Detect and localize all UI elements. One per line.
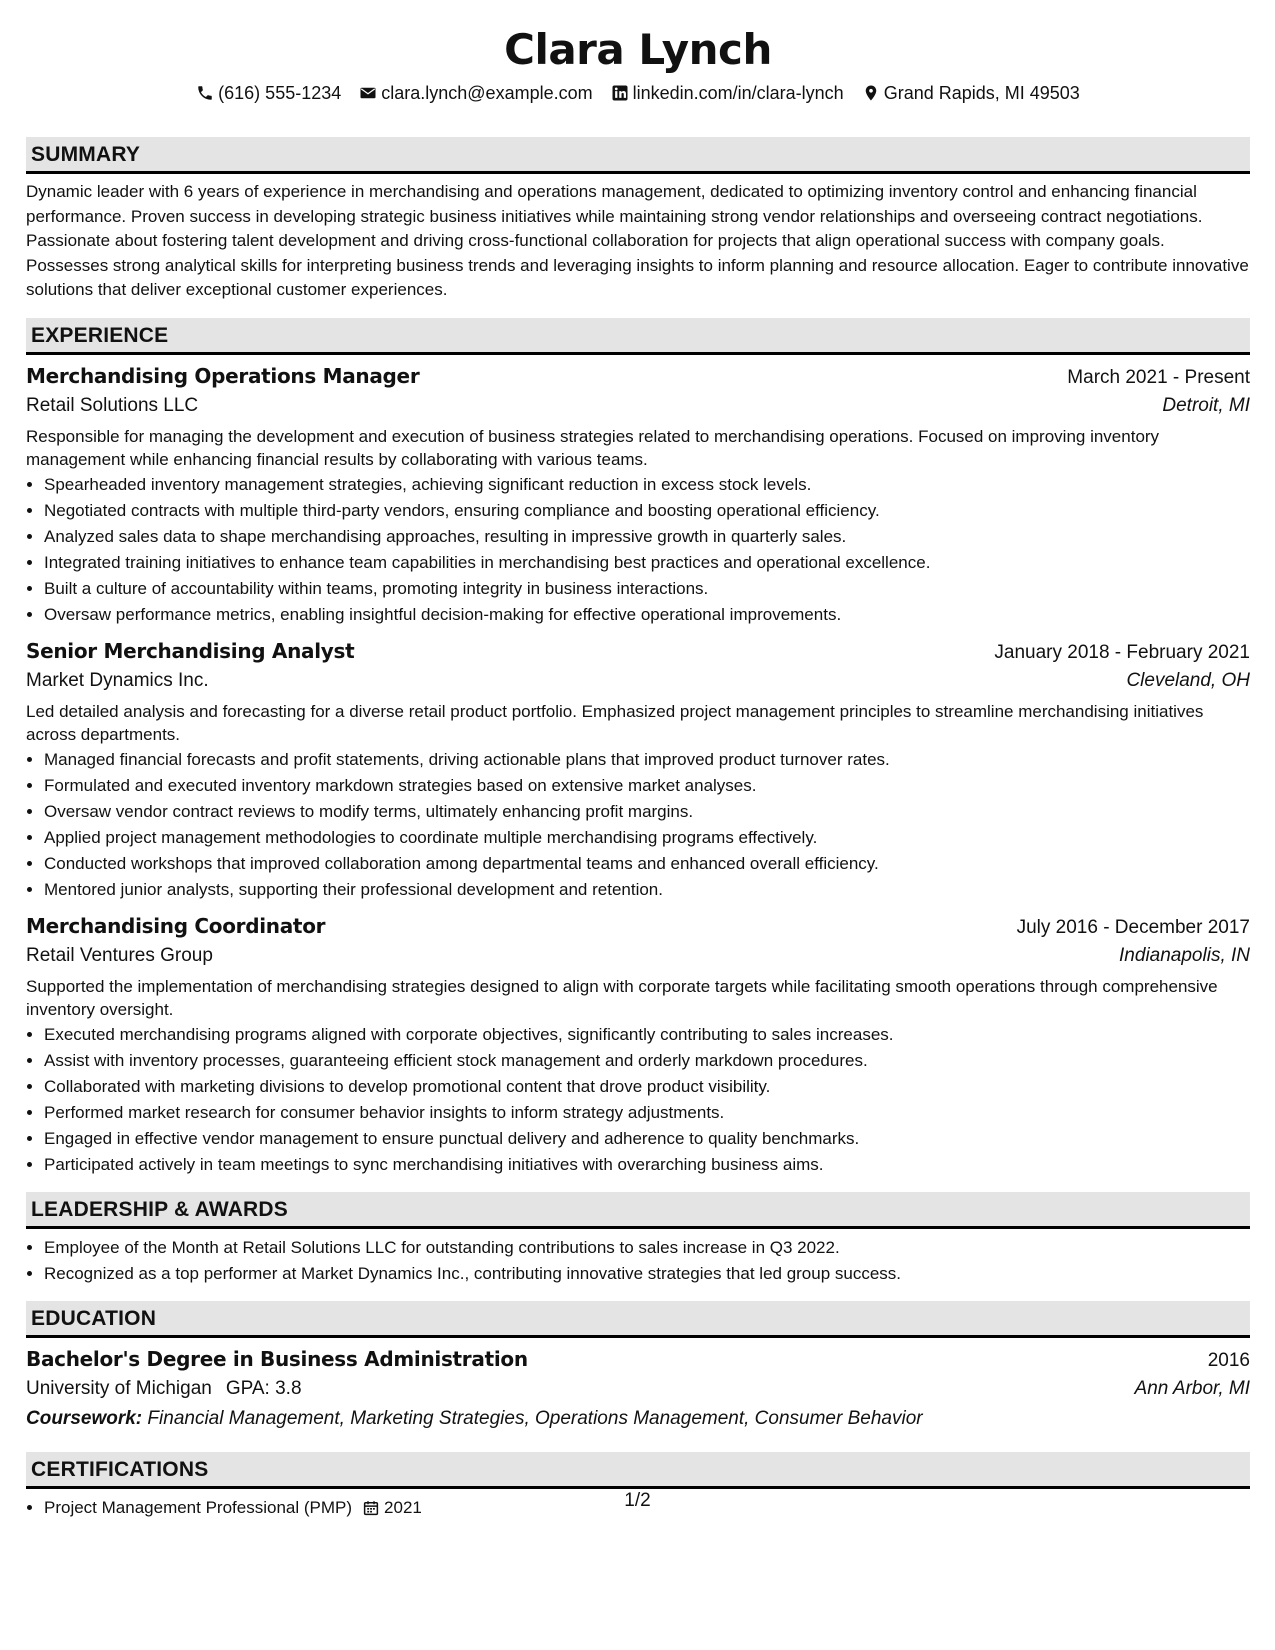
envelope-icon	[359, 84, 377, 102]
coursework	[26, 1404, 1250, 1434]
list-item: • Assist with inventory processes, guaranteeing efficient stock management and orderly markdown procedures.	[44, 1048, 1250, 1074]
list-item: • Integrated training initiatives to enhance team capabilities in merchandising best practices and operational excellence.	[44, 550, 1250, 576]
contact-linkedin	[611, 83, 844, 104]
location-text: Grand Rapids, MI 49503	[883, 82, 1080, 103]
certification-name: • Project Management Professional (PMP)	[44, 1497, 353, 1517]
job-entry-3	[26, 911, 1250, 1178]
list-item: • Managed financial forecasts and profit statements, driving actionable plans that improved product turnover rates.	[44, 747, 1250, 773]
job-location: Cleveland, OH	[1126, 669, 1250, 691]
job-title: Merchandising Coordinator	[26, 913, 326, 938]
list-item: • Negotiated contracts with multiple third-party vendors, ensuring compliance and boosting operational efficiency.	[44, 498, 1250, 524]
job-dates: March 2021 - Present	[1067, 366, 1250, 388]
graduation-year: 2016	[1207, 1349, 1250, 1371]
list-item: • Applied project management methodologies to coordinate multiple merchandising programs effectively.	[44, 825, 1250, 851]
job-location: Indianapolis, IN	[1119, 944, 1250, 966]
list-item: • Formulated and executed inventory markdown strategies based on extensive market analyses.	[44, 773, 1250, 799]
list-item: • Engaged in effective vendor management to ensure punctual delivery and adherence to quality benchmarks.	[44, 1126, 1250, 1152]
job-company: Market Dynamics Inc.	[26, 669, 209, 691]
job-entry-2	[26, 636, 1250, 903]
list-item: • Oversaw performance metrics, enabling insightful decision-making for effective operational improvements.	[44, 602, 1250, 628]
contact-location	[862, 83, 1080, 104]
list-item: • Analyzed sales data to shape merchandising approaches, resulting in impressive growth in quarterly sales.	[44, 524, 1250, 550]
list-item: • Collaborated with marketing divisions to develop promotional content that drove product visibility.	[44, 1074, 1250, 1100]
job-entry-1	[26, 361, 1250, 628]
section-header-leadership: LEADERSHIP & AWARDS	[26, 1192, 1250, 1229]
job-bullets	[26, 1022, 1250, 1178]
school-name: University of Michigan	[26, 1377, 212, 1399]
resume-page	[26, 0, 1250, 1521]
coursework-label: Coursework:	[26, 1407, 143, 1429]
list-item: • Participated actively in team meetings to sync merchandising initiatives with overarching business aims.	[44, 1152, 1250, 1178]
contact-email	[359, 83, 592, 104]
list-item: • Mentored junior analysts, supporting their professional development and retention.	[44, 877, 1250, 903]
job-company: Retail Ventures Group	[26, 944, 213, 966]
list-item: • Conducted workshops that improved collaboration among departmental teams and enhanced overall efficiency.	[44, 851, 1250, 877]
certification-year: 2021	[384, 1497, 422, 1517]
leadership-bullets	[26, 1235, 1250, 1287]
job-location: Detroit, MI	[1162, 394, 1250, 416]
map-pin-icon	[862, 84, 880, 102]
job-description: Responsible for managing the development and execution of business strategies related to merchandising operations. Focused on improving inventory management while enhancing financial results by collaborating with various teams.	[26, 426, 1160, 469]
job-description: Supported the implementation of merchandising strategies designed to align with corporate targets while facilitating smooth operations through comprehensive inventory oversight.	[26, 976, 1218, 1019]
school-location: Ann Arbor, MI	[1134, 1377, 1250, 1399]
phone-text: (616) 555-1234	[218, 82, 342, 103]
degree-title: Bachelor's Degree in Business Administration	[26, 1346, 528, 1371]
job-dates: July 2016 - December 2017	[1016, 916, 1250, 938]
section-header-experience: EXPERIENCE	[26, 318, 1250, 355]
list-item: • Performed market research for consumer behavior insights to inform strategy adjustments.	[44, 1100, 1250, 1126]
list-item: • Executed merchandising programs aligned with corporate objectives, significantly contributing to sales increases.	[44, 1022, 1250, 1048]
job-description: Led detailed analysis and forecasting for a diverse retail product portfolio. Emphasized project management principles to streamline merchandising initiatives across departments.	[26, 701, 1204, 744]
job-title: Senior Merchandising Analyst	[26, 638, 355, 663]
linkedin-link[interactable]: linkedin.com/in/clara-lynch	[632, 82, 844, 103]
section-header-certifications: CERTIFICATIONS	[26, 1452, 1250, 1489]
job-bullets	[26, 747, 1250, 903]
linkedin-icon	[611, 84, 629, 102]
list-item: • Oversaw vendor contract reviews to modify terms, ultimately enhancing profit margins.	[44, 799, 1250, 825]
list-item: • Employee of the Month at Retail Solutions LLC for outstanding contributions to sales increase in Q3 2022.	[44, 1235, 1250, 1261]
education-entry	[26, 1344, 1250, 1434]
school-info	[26, 1374, 302, 1404]
coursework-list: Financial Management, Marketing Strategies, Operations Management, Consumer Behavior	[147, 1407, 923, 1429]
job-bullets	[26, 472, 1250, 628]
job-company: Retail Solutions LLC	[26, 394, 199, 416]
summary-text: Dynamic leader with 6 years of experience in merchandising and operations management, dedicated to optimizing inventory control and enhancing financial performance. Proven success in developing strategic business initiatives while maintaining strong vendor relationships and overseeing contract negotiations. Passionate about fostering talent development and driving cross-functional collaboration for projects that align operational success with company goals. Possesses strong analytical skills for interpreting business trends and leveraging insights to inform planning and resource allocation. Eager to contribute innovative solutions that deliver exceptional customer experiences.	[26, 182, 1249, 300]
section-header-summary: SUMMARY	[26, 137, 1250, 174]
list-item: • Built a culture of accountability within teams, promoting integrity in business interactions.	[44, 576, 1250, 602]
contact-bar	[26, 80, 1250, 106]
contact-phone	[196, 83, 341, 104]
gpa: GPA: 3.8	[225, 1377, 302, 1399]
phone-icon	[196, 84, 214, 102]
job-dates: January 2018 - February 2021	[994, 641, 1250, 663]
list-item: • Spearheaded inventory management strategies, achieving significant reduction in excess stock levels.	[44, 472, 1250, 498]
page-number: 1/2	[624, 1490, 651, 1511]
section-header-education: EDUCATION	[26, 1301, 1250, 1338]
email-link[interactable]: clara.lynch@example.com	[381, 82, 593, 103]
job-title: Merchandising Operations Manager	[26, 363, 420, 388]
candidate-name: Clara Lynch	[504, 25, 772, 74]
list-item: • Recognized as a top performer at Market Dynamics Inc., contributing innovative strategies that led group success.	[44, 1261, 1250, 1287]
